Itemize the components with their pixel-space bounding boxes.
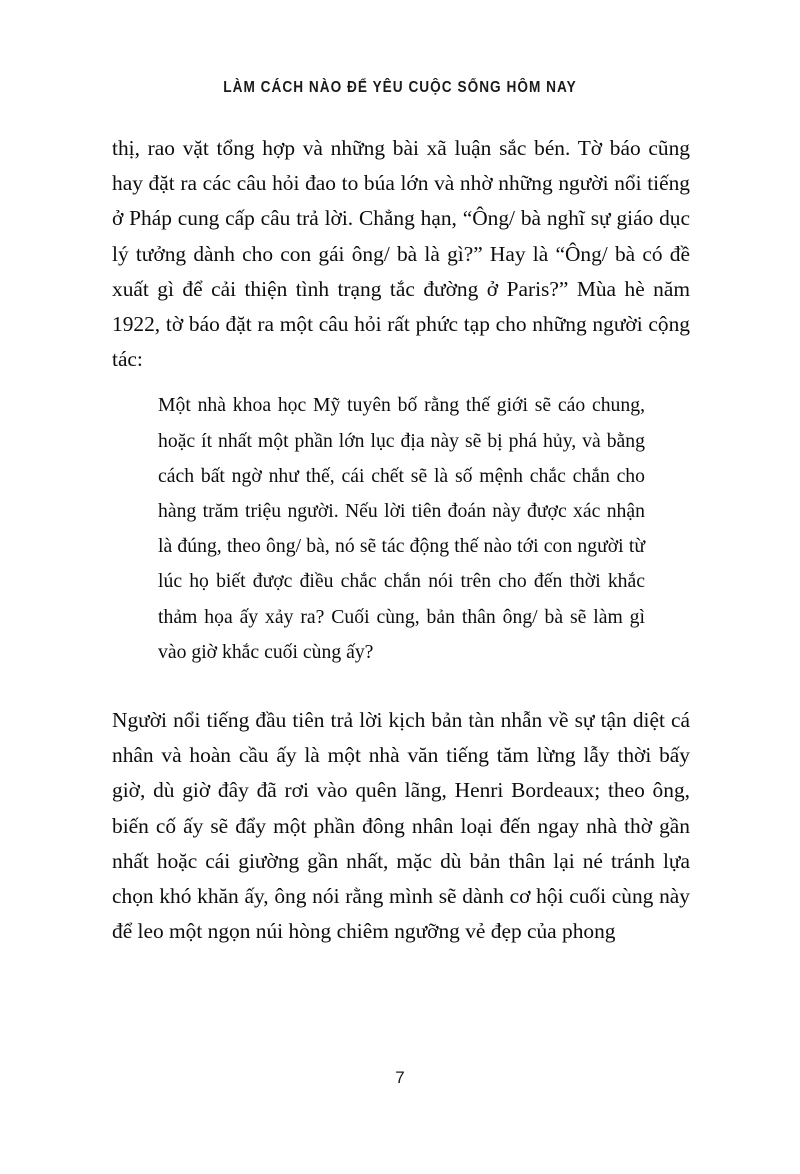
page-number: 7 <box>395 1068 405 1087</box>
paragraph-spacer <box>112 670 690 703</box>
text-column <box>112 131 690 949</box>
running-head: LÀM CÁCH NÀO ĐỂ YÊU CUỘC SỐNG HÔM NAY <box>223 79 577 96</box>
body-paragraph-1: thị, rao vặt tổng hợp và những bài xã luận sắc bén. Tờ báo cũng hay đặt ra các câu hỏi đao to búa lớn và nhờ những người nổi tiếng ở Pháp cung cấp câu trả lời. Chẳng hạn, “Ông/ bà nghĩ sự giáo dục lý tưởng dành cho con gái ông/ bà là gì?” Hay là “Ông/ bà có đề xuất gì để cải thiện tình trạng tắc đường ở Paris?” Mùa hè năm 1922, tờ báo đặt ra một câu hỏi rất phức tạp cho những người cộng tác: <box>112 136 690 372</box>
body-paragraph-2: Người nổi tiếng đầu tiên trả lời kịch bản tàn nhẫn về sự tận diệt cá nhân và hoàn cầu ấy là một nhà văn tiếng tăm lừng lẫy thời bấy giờ, dù giờ đây đã rơi vào quên lãng, Henri Bordeaux; theo ông, biến cố ấy sẽ đẩy một phần đông nhân loại đến ngay nhà thờ gần nhất hoặc cái giường gần nhất, mặc dù bản thân lại né tránh lựa chọn khó khăn ấy, ông nói rằng mình sẽ dành cơ hội cuối cùng này để leo một ngọn núi hòng chiêm ngưỡng vẻ đẹp của phong <box>112 708 690 944</box>
block-quote-text: Một nhà khoa học Mỹ tuyên bố rằng thế giới sẽ cáo chung, hoặc ít nhất một phần lớn lục địa này sẽ bị phá hủy, và bằng cách bất ngờ như thế, cái chết sẽ là số mệnh chắc chắn cho hàng trăm triệu người. Nếu lời tiên đoán này được xác nhận là đúng, theo ông/ bà, nó sẽ tác động thế nào tới con người từ lúc họ biết được điều chắc chắn nói trên cho đến thời khắc thảm họa ấy xảy ra? Cuối cùng, bản thân ông/ bà sẽ làm gì vào giờ khắc cuối cùng ấy? <box>158 394 645 663</box>
block-quote <box>112 388 690 670</box>
